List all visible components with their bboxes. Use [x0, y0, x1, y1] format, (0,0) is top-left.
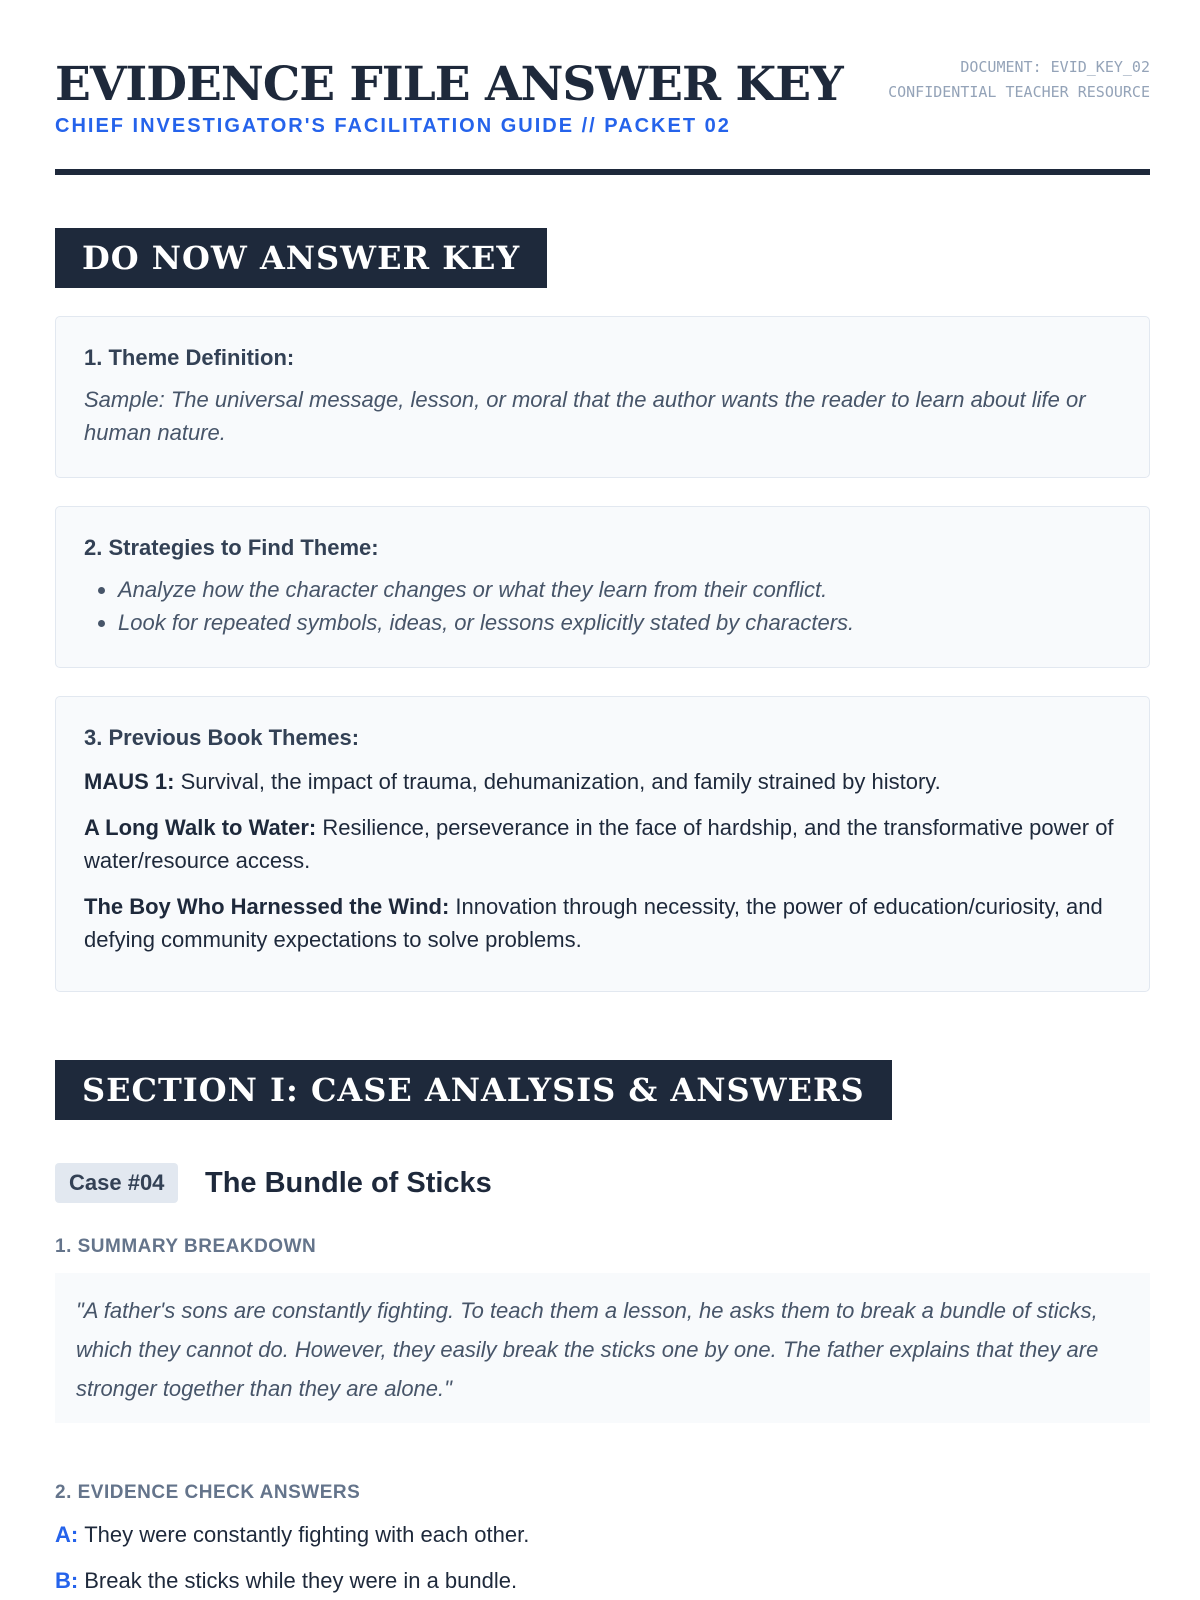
answer-row: [55, 1522, 529, 1548]
answer-key-page: [55, 0, 1150, 1593]
answer-text: They were constantly fighting with each other.: [84, 1522, 530, 1547]
theme-definition-title: 1. Theme Definition:: [84, 345, 295, 370]
theme-definition-text: Sample: The universal message, lesson, or moral that the author wants the reader to learn about life or human nature.: [84, 387, 1086, 445]
section-one-banner: SECTION I: CASE ANALYSIS & ANSWERS: [55, 1060, 892, 1120]
strategies-title: 2. Strategies to Find Theme:: [84, 535, 379, 560]
strategy-item: • Look for repeated symbols, ideas, or lessons explicitly stated by characters.: [118, 606, 1121, 639]
book-name: A Long Walk to Water:: [84, 815, 317, 840]
strategies-list: [84, 573, 1121, 639]
summary-heading: 1. SUMMARY BREAKDOWN: [55, 1236, 317, 1257]
previous-themes-title: 3. Previous Book Themes:: [84, 725, 360, 750]
document-header: [55, 0, 1150, 175]
document-id: DOCUMENT: EVID_KEY_02: [960, 58, 1150, 76]
answer-letter: B:: [55, 1568, 79, 1593]
strategy-item: • Analyze how the character changes or what they learn from their conflict.: [118, 573, 1121, 606]
document-meta: [888, 55, 1150, 105]
previous-themes-card: [55, 696, 1150, 992]
case-title: The Bundle of Sticks: [205, 1167, 492, 1199]
book-name: MAUS 1:: [84, 769, 175, 794]
book-theme-row: [84, 890, 1121, 956]
book-theme: Survival, the impact of trauma, dehumanization, and family strained by history.: [180, 769, 941, 794]
answer-letter: A:: [55, 1522, 79, 1547]
book-theme: Innovation through necessity, the power of education/curiosity, and defying community expectations to solve problems.: [84, 894, 1103, 952]
answer-text: Break the sticks while they were in a bundle.: [84, 1568, 518, 1593]
book-theme-row: [84, 811, 1121, 877]
strategies-card: [55, 506, 1150, 668]
document-subtitle: CHIEF INVESTIGATOR'S FACILITATION GUIDE // PACKET 02: [55, 115, 731, 137]
book-name: The Boy Who Harnessed the Wind:: [84, 894, 450, 919]
case-number-badge: Case #04: [55, 1163, 178, 1203]
summary-quote: "A father's sons are constantly fighting. To teach them a lesson, he asks them to break a bundle of sticks, which they cannot do. However, they easily break the sticks one by one. The father explains that they are stronger together than they are alone.": [55, 1273, 1150, 1423]
do-now-banner: DO NOW ANSWER KEY: [55, 228, 547, 288]
book-theme: Resilience, perseverance in the face of hardship, and the transformative power of water/resource access.: [84, 815, 1114, 873]
theme-definition-card: [55, 316, 1150, 478]
answer-row: [55, 1568, 517, 1594]
book-theme-row: [84, 765, 1121, 798]
evidence-check-heading: 2. EVIDENCE CHECK ANSWERS: [55, 1482, 361, 1503]
document-title: EVIDENCE FILE ANSWER KEY: [55, 57, 843, 112]
confidential-label: CONFIDENTIAL TEACHER RESOURCE: [888, 83, 1150, 101]
